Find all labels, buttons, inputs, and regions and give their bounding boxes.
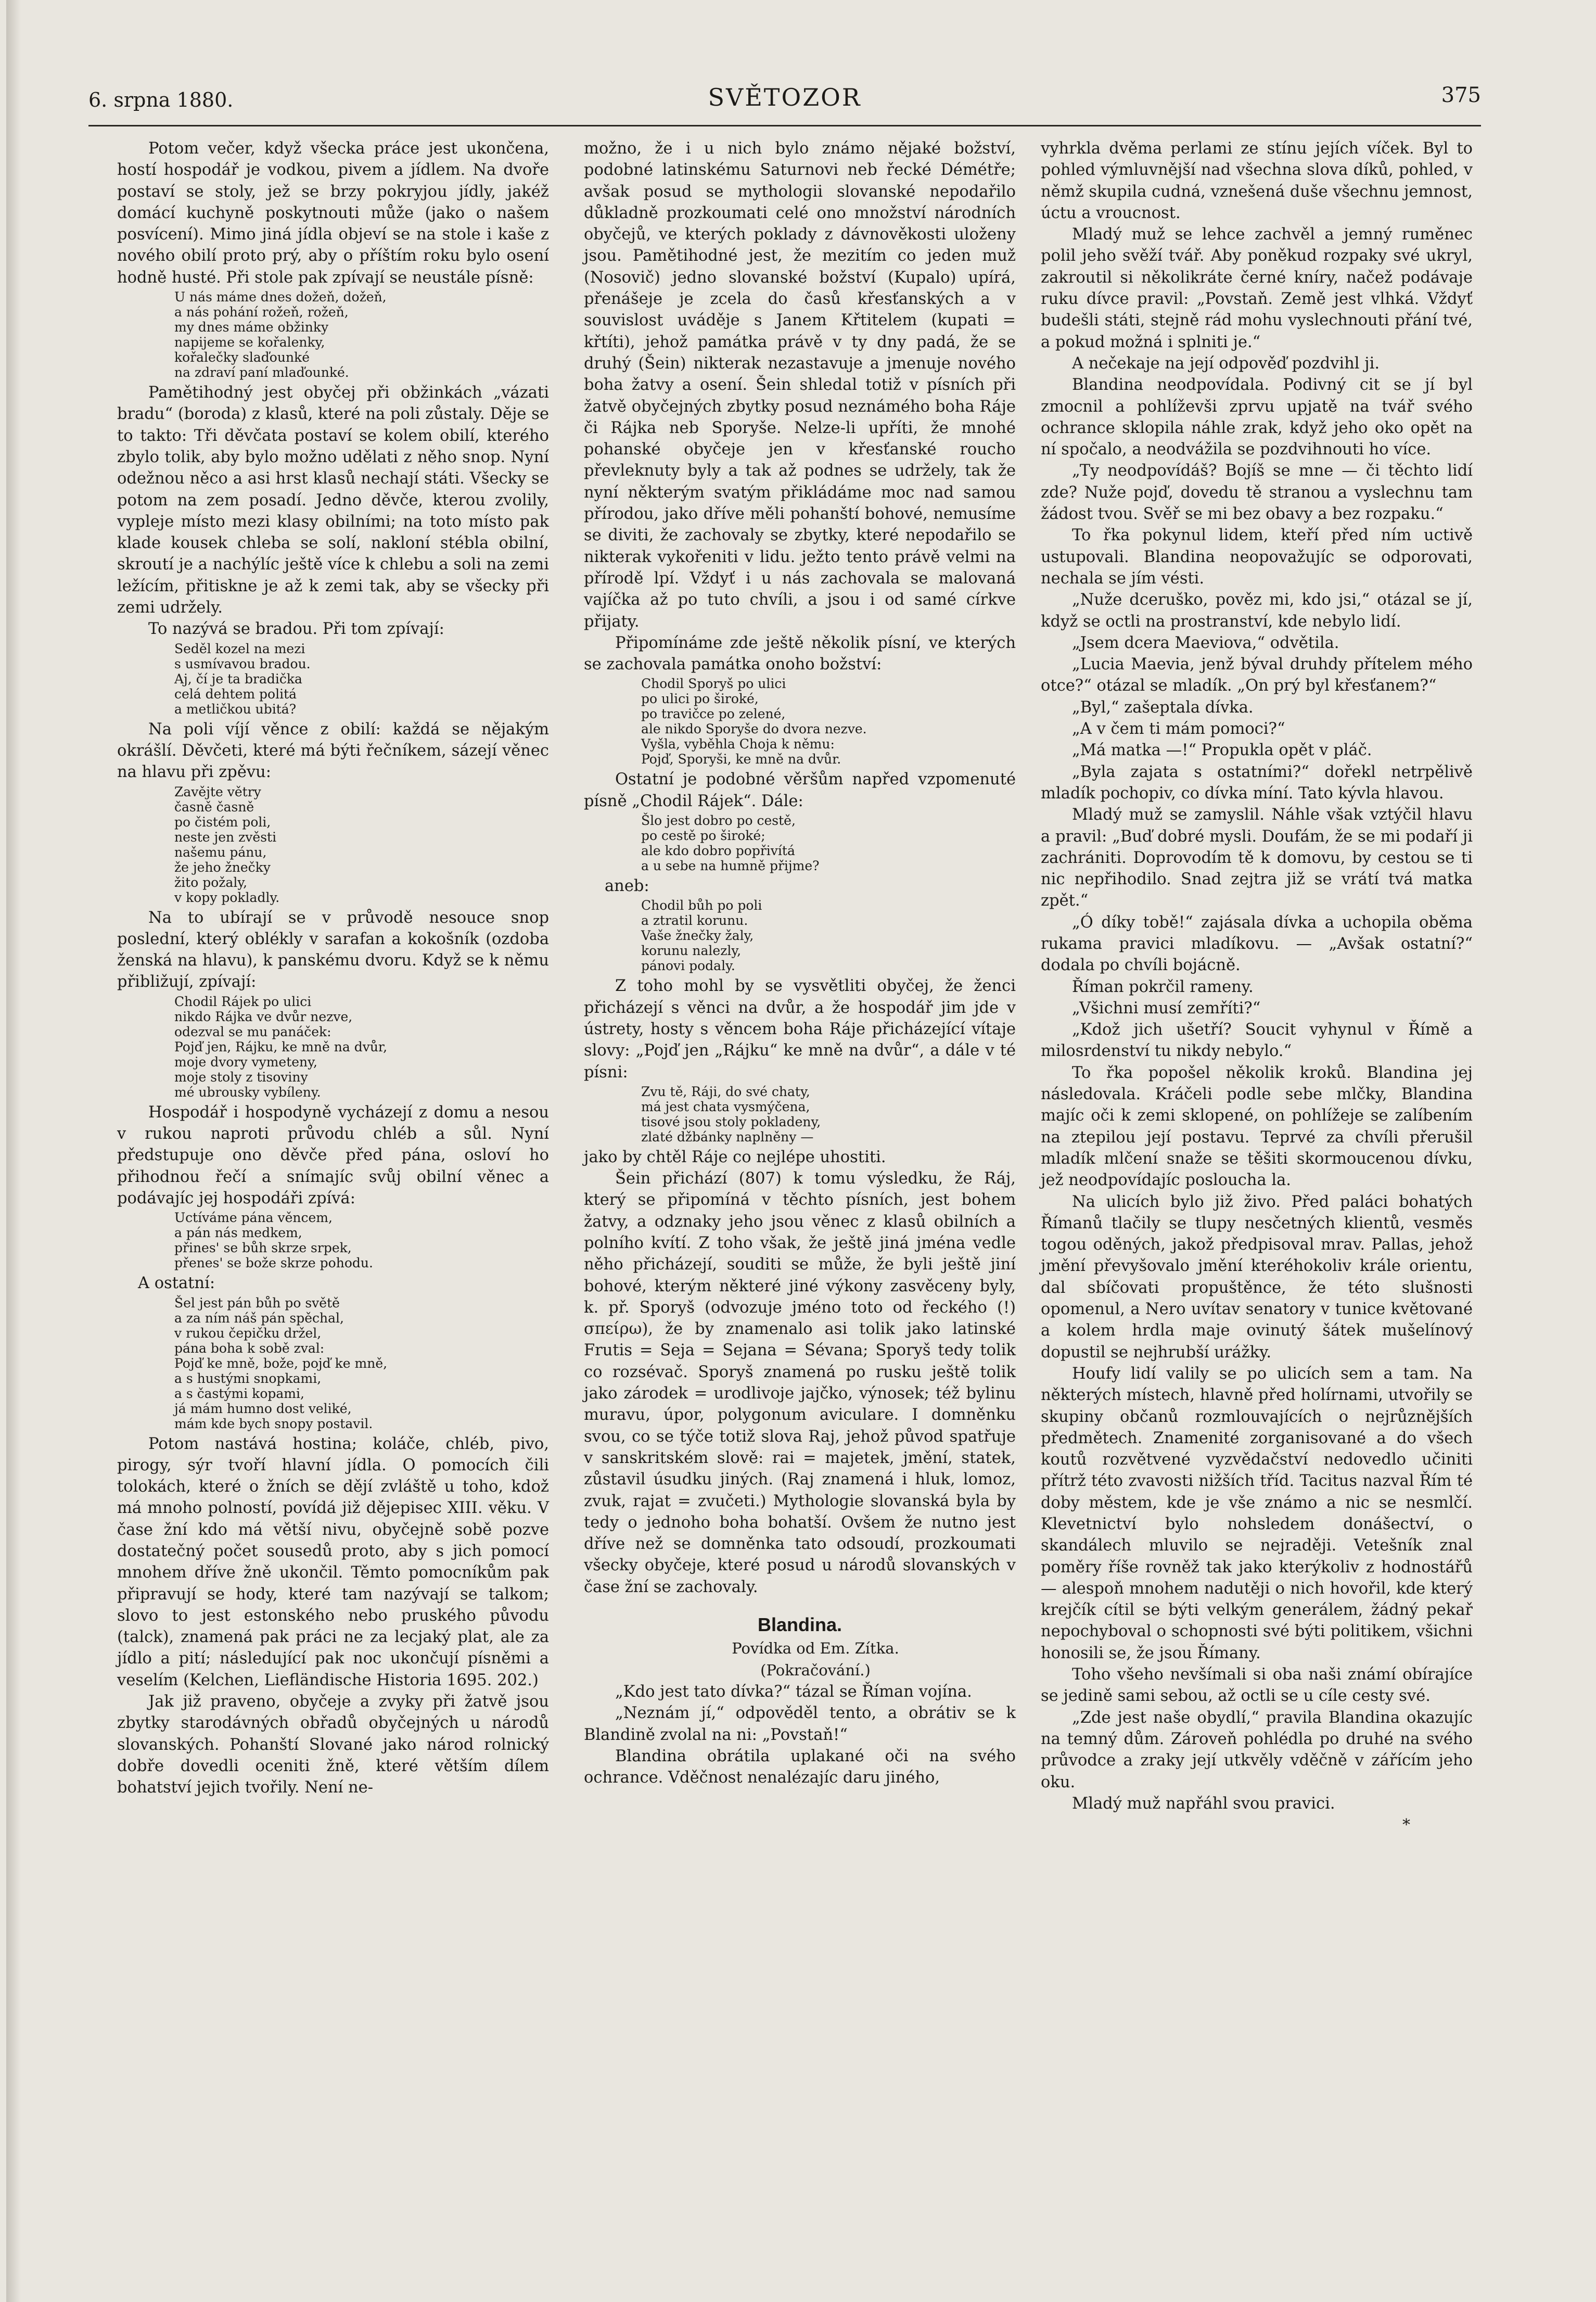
paragraph: Mladý muž se zamyslil. Náhle však vztýčil hlavu a pravil: „Buď dobré mysli. Doufám, že se mi podaří ji zachrániti. Doprovodím tě k domovu, by cestou se ti nic nepřihodilo. Snad zejtra již se vrátí tvá matka zpět.“: [1041, 806, 1473, 910]
verse-line: a s častými kopami,: [174, 1385, 304, 1401]
verse-block: [641, 676, 1016, 767]
paragraph: Jak již praveno, obyčeje a zvyky při žatvě jsou zbytky starodávných obřadů obyčejných u národů slovanských. Pohanští Slované jako národ rolnický dobře dovedli oceniti žně, které větším dílem bohatství jejich tvořily. Není ne-: [117, 1693, 549, 1797]
paragraph: „Byla zajata s ostatními?“ dořekl netrpělivě mladík pochopiv, co dívka míní. Tato kývla hlavou.: [1041, 762, 1473, 803]
paragraph: Potom večer, když všecka práce jest ukončena, hostí hospodář je vodkou, pivem a jídlem. Na dvoře postaví se stoly, jež se brzy pokryjou jídly, jakéž domácí kuchyně poskytnouti může (jako o našem posvícení). Mimo jiná jídla objeví se na stole i kaše z nového obilí proto prý, aby o příštím roku bylo osení hodně husté. Při stole pak zpívají se neustále písně:: [117, 139, 549, 287]
verse-line: my dnes máme obžinky: [174, 320, 329, 335]
paragraph: Blandina obrátila uplakané oči na svého ochrance. Vděčnost nenalézajíc daru jiného,: [584, 1747, 1016, 1787]
verse-line: Šel jest pán bůh po světě: [174, 1295, 340, 1311]
paragraph: To řka popošel několik kroků. Blandina jej následovala. Kráčeli podle sebe mlčky, Blandina majíc oči k zemi sklopené, on pohlížeje se zalíbením na ztepilou její postavu. Teprvé za chvíli přerušil mladík mlčení snaže se těšiti skormoucenou dívku, jež neodpovídajíc posloucha la.: [1041, 1063, 1473, 1190]
verse-line: Šlo jest dobro po cestě,: [641, 813, 796, 829]
verse-block: [174, 784, 549, 905]
verse-line: celá dehtem politá: [174, 686, 297, 702]
verse-line: U nás máme dnes dožeň, dožeň,: [174, 289, 387, 305]
verse-line: Pojď, Sporyši, ke mně na dvůr.: [641, 752, 841, 767]
verse-line: Chodil Rájek po ulici: [174, 994, 312, 1009]
verse-line: a u sebe na humně přijme?: [641, 858, 820, 874]
verse-line: Uctíváme pána věncem,: [174, 1210, 333, 1226]
verse-line: nikdo Rájka ve dvůr nezve,: [174, 1009, 353, 1024]
paragraph: „Neznám jí,“ odpověděl tento, a obrátiv se k Blandině zvolal na ni: „Povstaň!“: [584, 1704, 1016, 1744]
paragraph: „Všichni musí zemříti?“: [1072, 999, 1261, 1018]
paragraph: Mladý muž napřáhl svou pravici.: [1072, 1794, 1335, 1813]
journal-title: SVĚTOZOR: [708, 83, 862, 111]
verse-line: neste jen zvěsti: [174, 829, 277, 845]
paragraph: „Nuže dceruško, pověz mi, kdo jsi,“ otázal se jí, když se octli na prostranství, kde nebylo lidí.: [1041, 591, 1473, 631]
verse-line: Vaše žnečky žaly,: [641, 928, 754, 944]
paragraph: „Ty neodpovídáš? Bojíš se mne — či těchto lidí zde? Nuže pojď, dovedu tě stranou a vyslechnu tam žádost tvou. Svěř se mi bez obavy a bez rozpaku.“: [1041, 462, 1473, 524]
paragraph: „Byl,“ zašeptala dívka.: [1072, 698, 1254, 717]
column-1: [117, 138, 549, 1799]
verse-line: má jest chata vysmýčena,: [641, 1099, 810, 1114]
verse-line: já mám humno dost veliké,: [174, 1401, 352, 1416]
verse-line: mám kde bych snopy postavil.: [174, 1416, 373, 1431]
verse-line: pána boha k sobě zval:: [174, 1340, 325, 1356]
verse-label: A ostatní:: [138, 1274, 215, 1293]
paragraph: Hospodář i hospodyně vycházejí z domu a nesou v rukou naproti průvodu chléb a sůl. Nyní předstupuje ono děvče před pána, osloví ho přihodnou řečí a snímajíc svůj obilní věnec a podávajíc jej hospodáři zpívá:: [117, 1103, 549, 1207]
verse-line: Pojď jen, Rájku, ke mně na dvůr,: [174, 1039, 388, 1054]
paragraph: „Jsem dcera Maeviova,“ odvětila.: [1072, 633, 1339, 652]
verse-line: a metličkou ubitá?: [174, 701, 297, 717]
verse-block: [641, 1084, 1016, 1144]
paragraph: Pamětihodný jest obyčej při obžinkách „vázati bradu“ (boroda) z klasů, které na poli zůstaly. Děje se to takto: Tři děvčata postaví se kolem obilí, kterého zbylo tolik, aby bylo možno udělati z něho snop. Nyní odežnou něco a asi hrst klasů nechají státi. Všecky se potom na zem posadí. Jedno děvče, kterou zvolily, vypleje místo mezi klasy obilními; na toto místo pak klade kousek chleba se solí, nakloní stébla obilní, skroutí je a nachýlíc ještě více k chlebu a soli na zemi ležícím, přitiskne je až k zemi tak, aby se všecky při zemi udržely.: [117, 384, 549, 617]
verse-line: přenes' se bože skrze pohodu.: [174, 1255, 373, 1271]
verse-block: [174, 994, 549, 1100]
verse-line: Zvu tě, Ráji, do své chaty,: [641, 1084, 810, 1099]
paragraph: Šein přichází (807) k tomu výsledku, že Ráj, který se připomíná v těchto písních, jest bohem žatvy, a odznaky jeho jsou věnec z klasů obilních a polního kvítí. Z toho však, že ještě jiná jména vedle něho přicházejí, souditi se může, že byli ještě jiní bohové, kterým některé jiné výkony zasvěceny byly, k. př. Sporyš (odvozuje jméno toto od řeckého (!) σπείρω), že by znamenalo asi tolik jako latinské Frutis = Seja = Sejana = Sévana; Sporyš tedy tolik co rozsévač. Sporyš znamená po rusku ještě tolik jako zárodek = urodlivoje jajčko, výnosek; též bylinu muravu, úpor, polygonum aviculare. I domněnku svou, co se týče totiž slova Raj, jehož původ spatřuje v sanskritském slově: rai = majetek, jmění, statek, zůstavil úsudku jiných. (Raj znamená i hluk, lomoz, zvuk, rajat = zvučeti.) Mythologie slovanská byla by tedy o jednoho boha bohatší. Ovšem že nutno jest dříve než se domněnka tato odsoudí, prozkoumati všecky obyčeje, které posud u národů slovanských v čase žní se zachovaly.: [584, 1169, 1016, 1596]
verse-line: a za ním náš pán spěchal,: [174, 1310, 344, 1326]
verse-line: moje stoly z tisoviny: [174, 1069, 308, 1085]
paragraph: Blandina neodpovídala. Podivný cit se jí byl zmocnil a pohlíževši zprvu upjatě na tvář svého ochrance sklopila náhle zrak, když jeho oko opět na ní spočalo, a neodvážila se pozdvihnouti ho více.: [1041, 376, 1473, 459]
verse-line: mé ubrousky vybíleny.: [174, 1084, 321, 1100]
verse-label: aneb:: [605, 877, 649, 896]
column-2: [584, 138, 1016, 1789]
paragraph: Připomínáme zde ještě několik písní, ve kterých se zachovala památka onoho božství:: [584, 633, 1016, 674]
header-rule: [88, 125, 1481, 126]
verse-block: [174, 641, 549, 717]
paragraph: Toho všeho nevšímali si oba naši známí obírajíce se jedině sami sebou, až octli se u cíle cesty své.: [1041, 1665, 1473, 1706]
paragraph: „Lucia Maevia, jenž býval druhdy přítelem mého otce?“ otázal se mladík. „On prý byl křesťanem?“: [1041, 655, 1473, 695]
paragraph: „Kdož jich ušetří? Soucit vyhynul v Římě a milosrdenství tu nikdy nebylo.“: [1041, 1021, 1473, 1061]
verse-line: s usmívavou bradou.: [174, 656, 311, 671]
paragraph: „Ó díky tobě!“ zajásala dívka a uchopila oběma rukama pravici mladíkovu. — „Avšak ostatní?“ dodala po chvíli bojácně.: [1041, 913, 1473, 975]
paragraph: Na poli víjí věnce z obilí: každá se nějakým okrášlí. Děvčeti, které má býti řečníkem, sázejí věnec na hlavu při zpěvu:: [117, 720, 549, 782]
paragraph: „A v čem ti mám pomoci?“: [1072, 720, 1285, 739]
verse-line: v rukou čepičku držel,: [174, 1325, 322, 1341]
verse-block: [641, 898, 1016, 973]
paragraph: „Kdo jest tato dívka?“ tázal se Říman vojína.: [615, 1683, 972, 1701]
paragraph: To řka pokynul lidem, kteří před ním uctivě ustupovali. Blandina neopovažujíc se odporovati, nechala se jím vésti.: [1041, 526, 1473, 588]
verse-line: kořalečky slaďounké: [174, 350, 310, 365]
verse-line: po cestě po široké;: [641, 828, 765, 844]
verse-line: Seděl kozel na mezi: [174, 641, 305, 656]
verse-line: na zdraví paní mlaďounké.: [174, 365, 349, 380]
paragraph: „Má matka —!“ Propukla opět v pláč.: [1072, 741, 1372, 760]
verse-line: napijeme se kořalenky,: [174, 335, 325, 350]
verse-line: Chodil Sporyš po ulici: [641, 676, 786, 692]
page-header: [88, 83, 1481, 120]
paragraph: Říman pokrčil rameny.: [1072, 977, 1254, 996]
page-binding-shadow: [6, 0, 21, 2302]
verse-line: našemu pánu,: [174, 844, 267, 860]
verse-line: moje dvory vymeteny,: [174, 1054, 317, 1070]
verse-line: po čistém poli,: [174, 814, 271, 830]
verse-line: pánovi podaly.: [641, 958, 735, 974]
verse-line: a ztratil korunu.: [641, 913, 748, 929]
verse-line: žito požaly,: [174, 874, 248, 890]
verse-line: v kopy pokladly.: [174, 889, 280, 905]
issue-date: 6. srpna 1880.: [88, 88, 234, 111]
paragraph: vyhrkla dvěma perlami ze stínu jejích víček. Byl to pohled výmluvnější nad všechna slova díků, pohled, v němž skupila cudná, vznešená duše všechnu jemnost, úctu a vroucnost.: [1041, 139, 1473, 222]
paragraph: A nečekaje na její odpověď pozdvihl ji.: [1072, 354, 1380, 373]
verse-block: [641, 813, 1016, 873]
verse-line: tisové jsou stoly pokladeny,: [641, 1114, 821, 1129]
article-title: Blandina.: [757, 1614, 842, 1636]
verse-line: a pán nás medkem,: [174, 1225, 302, 1241]
paragraph: „Zde jest naše obydlí,“ pravila Blandina okazujíc na temný dům. Zároveň pohlédla po druhé na svého průvodce a zraky její utkvěly vděčně v zářícím jeho oku.: [1041, 1708, 1473, 1791]
verse-block: [174, 1295, 549, 1431]
paragraph: Potom nastává hostina; koláče, chléb, pivo, pirogy, sýr tvoří hlavní jídla. O pomocích čili tolokách, které o žních se dějí zvláště u toho, kdož má mnoho polností, povídá již dějepisec XIII. věku. V čase žní kdo má větší nivu, obyčejně sobě pozve dostatečný počet sousedů proto, aby s jich pomocí mnohem dříve žně ukončil. Těmto pomocníkům pak připravují se hody, které tam nazývají se talkom; slovo to jest estonského nebo pruského původu (talck), znamená pak práci ne za lecjaký plat, ale za jídlo a pití; následující pak noc ukončují písněmi a veselím (Kelchen, Liefländische Historia 1695. 202.): [117, 1434, 549, 1689]
page-number: 375: [1441, 83, 1481, 107]
verse-line: Pojď ke mně, bože, pojď ke mně,: [174, 1355, 388, 1371]
verse-line: po travičce po zelené,: [641, 706, 786, 722]
column-3: [1041, 138, 1473, 1836]
verse-line: Chodil bůh po poli: [641, 898, 762, 913]
verse-block: [174, 289, 549, 380]
verse-line: a s hustými snopkami,: [174, 1370, 322, 1386]
verse-line: korunu nalezly,: [641, 943, 742, 959]
continuation-note: (Pokračování.): [760, 1661, 871, 1680]
paragraph: Houfy lidí valily se po ulicích sem a tam. Na některých místech, hlavně před holírnami, utvořily se skupiny občanů rozmlouvajících o nejrůznějších předmětech. Znamenité zorganisované a do všech koutů rozvětvené vyzvědačství nedovedlo učiniti přítrž této zvavosti nižších tříd. Tacitus nazval Řím té doby městem, kde je vše známo a nic se nesmlčí. Klevetnictví bylo nohsledem donášectví, o skandálech mluvilo se nejraději. Vetešník znal poměry říše rovněž tak jako kterýkoliv z hodnostářů — alespoň mnohem nadutěji o nich hovořil, kde který krejčík cítil se býti velkým generálem, žádný pekař nepochyboval o schopnosti své býti politikem, všichni honosili se, že jsou Římany.: [1041, 1364, 1473, 1662]
article-byline: Povídka od Em. Zítka.: [732, 1639, 899, 1658]
verse-line: ale nikdo Sporyše do dvora nezve.: [641, 721, 867, 737]
paragraph: Z toho mohl by se vysvětliti obyčej, že ženci přicházejí s věnci na dvůr, a že hospodář jim jde v ústrety, hosty s věncem boha Ráje přicházející vítaje slovy: „Pojď jen „Rájku“ ke mně na dvůr“, a dále v té písni:: [584, 977, 1016, 1082]
verse-line: po ulici po široké,: [641, 691, 759, 707]
verse-line: Vyšla, vyběhla Choja k němu:: [641, 736, 835, 752]
verse-block: [174, 1210, 549, 1270]
section-end-mark: *: [1402, 1816, 1410, 1835]
verse-line: přines' se bůh skrze srpek,: [174, 1240, 352, 1256]
verse-line: a nás pohání rožeň, rožeň,: [174, 304, 349, 320]
paragraph: Na to ubírají se v průvodě nesouce snop poslední, který oblékly v sarafan a kokošník (ozdoba ženská na hlavu), k panskému dvoru. Když se k němu přibližují, zpívají:: [117, 908, 549, 991]
paragraph: možno, že i u nich bylo známo nějaké božství, podobné latinskému Saturnovi neb řecké Démétře; avšak posud se mythologii slovanské nepodařilo důkladně prozkoumati celé ono množství národních obyčejů, ve kterých poklady z dávnověkosti uloženy jsou. Pamětihodné jest, že mezitím co jeden muž (Nosovič) jedno slovanské božství (Kupalo) upírá, přenášeje je zcela do časů křesťanských a v souvislost uváděje s Janem Křtitelem (kupati = křtíti), jehož památka právě v ty dny padá, že se druhý (Šein) nikterak nezastavuje a jmenuje nového boha žatvy a osení. Šein shledal totiž v písních při žatvě obyčejných zbytky posud neznámého boha Ráje či Rájka neb Sporyše. Nelze-li upříti, že mnohé pohanské obyčeje jen v křesťanské roucho převleknuty byly a tak až podnes se udržely, tak že nyní některým svatým přikládáme moc nad samou přírodou, jako dříve měli pohanští bohové, nemusíme se diviti, že zachovaly se zbytky, které nepodařilo se nikterak vykořeniti v lidu. ježto tento právě velmi na přírodě lpí. Vždyť i u nás zachovala se malovaná vajíčka až po tuto chvíli, a jsou i od samé církve přijaty.: [584, 139, 1016, 631]
paragraph: Ostatní je podobné věršům napřed vzpomenuté písně „Chodil Rájek“. Dále:: [584, 770, 1016, 810]
paragraph: Na ulicích bylo již živo. Před paláci bohatých Římanů tlačily se tlupy nesčetných klientů, vesměs togou oděných, jakož předpisoval mrav. Pallas, jehož jmění převyšovalo jmění kteréhokoliv krále orientu, dal sbíčovati propuštěnce, že této slušnosti opomenul, a Nero uvítav senatory v tunice květované a kolem hrdla maje ovinutý šátek mušelínový dopustil se nejhrubší urážky.: [1041, 1192, 1473, 1362]
verse-line: Zavějte větry: [174, 784, 261, 799]
paragraph: To nazývá se bradou. Při tom zpívají:: [148, 620, 444, 639]
verse-line: odezval se mu panáček:: [174, 1024, 331, 1039]
verse-line: Aj, čí je ta bradička: [174, 671, 302, 686]
paragraph: jako by chtěl Ráje co nejlépe uhostiti.: [584, 1148, 886, 1166]
paragraph: Mladý muž se lehce zachvěl a jemný ruměnec polil jeho svěží tvář. Aby poněkud rozpaky své ukryl, zakroutil si několikráte černé kníry, načež podávaje ruku dívce pravil: „Povstaň. Země jest vlhká. Vždyť budešli státi, stejně rád mohu vyslechnouti přání tvé, a pokud možná i splniti je.“: [1041, 225, 1473, 351]
verse-line: zlaté džbánky naplněny —: [641, 1129, 814, 1144]
verse-line: že jeho žnečky: [174, 859, 271, 875]
verse-line: časně časně: [174, 799, 254, 815]
verse-line: ale kdo dobro popřivítá: [641, 843, 795, 859]
